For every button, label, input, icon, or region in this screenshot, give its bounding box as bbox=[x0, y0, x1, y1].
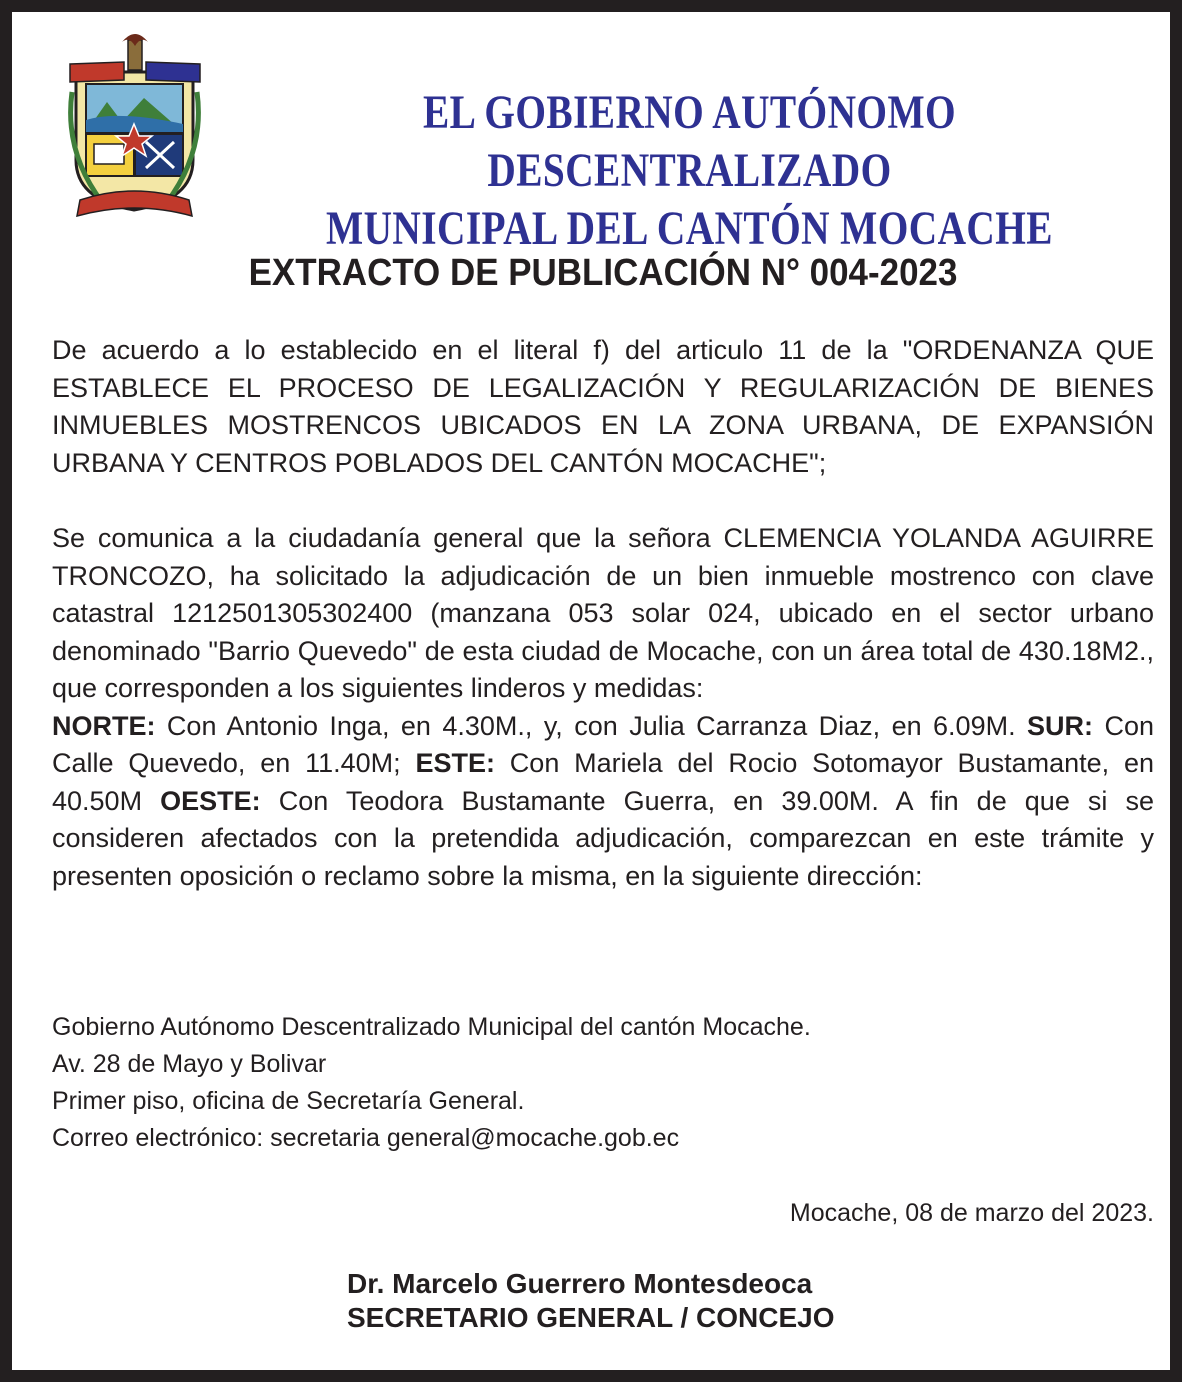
signatory-name: Dr. Marcelo Guerrero Montesdeoca bbox=[347, 1268, 813, 1299]
municipal-crest-logo bbox=[62, 32, 207, 227]
north-boundary: Con Antonio Inga, en 4.30M., y, con Julia Carranza Diaz, en 6.09M. bbox=[155, 710, 1028, 741]
east-boundary: Con Mariela del Rocio Sotomayor Bustamante, en 40.50M bbox=[52, 748, 1154, 816]
paragraph-2-text bbox=[52, 520, 1154, 895]
paragraph-2-intro: Se comunica a la ciudadanía general que la señora CLEMENCIA YOLANDA AGUIRRE TRONCOZO, ha solicitado la adjudicación de un bien inmueble mostrenco con clave catastral 1212501305302400 (manzana 053 solar 024, ubicado en el sector urbano denominado "Barrio Quevedo" de esta ciudad de Mocache, con un área total de 430.18M2., que corresponden a los siguientes linderos y medidas: bbox=[52, 523, 1154, 703]
east-label: ESTE: bbox=[415, 748, 495, 778]
date-line: Mocache, 08 de marzo del 2023. bbox=[789, 1199, 1154, 1227]
signature-block bbox=[347, 1267, 1047, 1335]
address-line-1: Gobierno Autónomo Descentralizado Municipal del cantón Mocache. bbox=[52, 1013, 811, 1041]
address-block bbox=[52, 1009, 1152, 1157]
title-line-2: MUNICIPAL DEL CANTÓN MOCACHE bbox=[326, 202, 1053, 255]
north-label: NORTE: bbox=[52, 710, 156, 741]
west-label: OESTE: bbox=[160, 785, 261, 816]
address-line-2: Av. 28 de Mayo y Bolivar bbox=[52, 1050, 327, 1078]
south-boundary: Con Calle Quevedo, en 11.40M; bbox=[52, 710, 1154, 778]
south-label: SUR: bbox=[1027, 710, 1094, 741]
municipality-title bbox=[302, 84, 1077, 258]
title-line-1: EL GOBIERNO AUTÓNOMO DESCENTRALIZADO bbox=[422, 86, 957, 197]
address-line-3: Primer piso, oficina de Secretaría General. bbox=[52, 1087, 525, 1115]
signatory-title: SECRETARIO GENERAL / CONCEJO bbox=[347, 1302, 835, 1333]
extract-title: EXTRACTO DE PUBLICACIÓN N° 004-2023 bbox=[248, 252, 958, 294]
notice-paragraph bbox=[52, 520, 1154, 895]
legal-basis-paragraph bbox=[52, 332, 1154, 482]
west-boundary: Con Teodora Bustamante Guerra, en 39.00M. A fin de que si se consideren afectados con la pretendida adjudicación, comparezcan en este trámite y presenten oposición o reclamo sobre la misma, en la siguiente dirección: bbox=[52, 785, 1155, 891]
address-email-line: Correo electrónico: secretaria general@mocache.gob.ec bbox=[52, 1124, 680, 1152]
paragraph-1-text: De acuerdo a lo establecido en el literal f) del articulo 11 de la "ORDENANZA QUE ESTABLECE EL PROCESO DE LEGALIZACIÓN Y REGULARIZACIÓN DE BIENES INMUEBLES MOSTRENCOS UBICADOS EN LA ZONA URBANA, DE EXPANSIÓN URBANA Y CENTROS POBLADOS DEL CANTÓN MOCACHE"; bbox=[52, 335, 1154, 478]
